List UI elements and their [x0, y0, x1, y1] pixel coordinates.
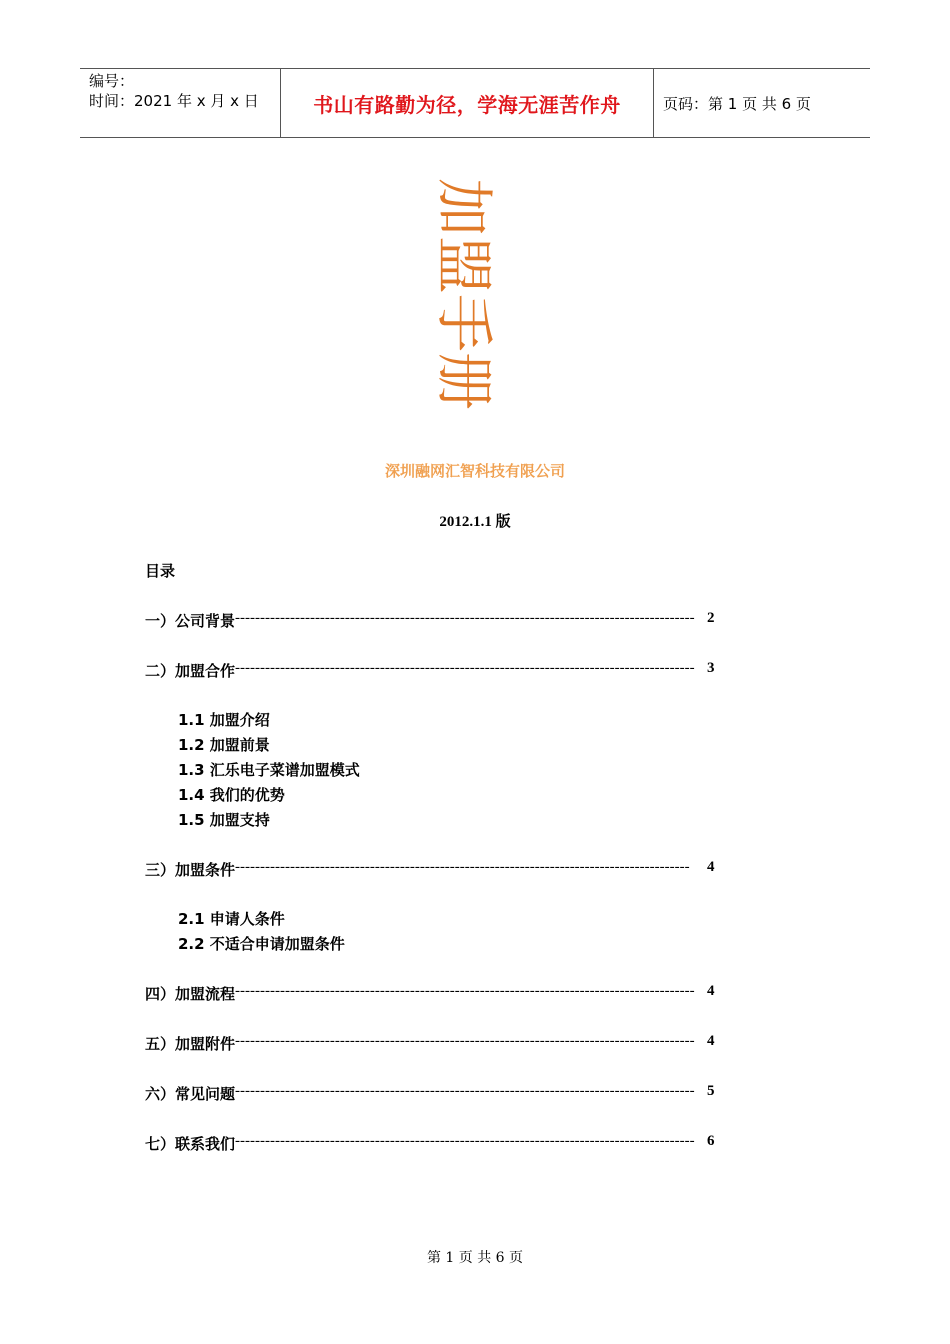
toc-subentry[interactable]: 1.3 汇乐电子菜谱加盟模式	[178, 761, 360, 779]
toc-entry-label: 六）常见问题	[145, 1085, 236, 1103]
toc-leader: --------------------------------------------------------------------------------------------	[235, 1083, 695, 1099]
toc-entry-label: 五）加盟附件	[145, 1035, 236, 1053]
motto-text: 书山有路勤为径，学海无涯苦作舟	[313, 92, 621, 117]
title-char: 盟	[429, 235, 498, 295]
toc-entry-label: 七）联系我们	[145, 1135, 236, 1153]
title-char: 加	[429, 177, 498, 237]
page-info: 页码：第 1 页 共 6 页	[663, 94, 811, 113]
header-page-cell	[654, 69, 870, 137]
toc-page-number: 4	[707, 859, 715, 875]
toc-page-number: 4	[707, 983, 715, 999]
toc-heading: 目录	[145, 562, 176, 580]
page-header	[80, 68, 870, 138]
toc-subentry[interactable]: 1.1 加盟介绍	[178, 711, 270, 729]
toc-subentry[interactable]: 1.5 加盟支持	[178, 811, 270, 829]
number-label: 编号：	[89, 72, 135, 90]
version-label: 2012.1.1 版	[439, 514, 511, 530]
toc-entry-label: 三）加盟条件	[145, 861, 236, 879]
toc-page-number: 2	[707, 610, 715, 626]
header-motto-cell	[281, 69, 654, 137]
toc-entry-label: 四）加盟流程	[145, 985, 236, 1003]
toc-leader: --------------------------------------------------------------------------------------------	[235, 983, 695, 999]
toc-leader: --------------------------------------------------------------------------------------------	[235, 660, 695, 676]
document-title	[429, 177, 498, 411]
toc-page-number: 3	[707, 660, 715, 676]
toc-entry[interactable]	[145, 983, 715, 1004]
toc-leader: -------------------------------------------------------------------------------------------	[235, 859, 690, 875]
toc-page-number: 4	[707, 1033, 715, 1049]
toc-entry[interactable]	[145, 610, 715, 631]
toc-page-number: 6	[707, 1133, 715, 1149]
toc-subentry[interactable]: 2.2 不适合申请加盟条件	[178, 935, 345, 953]
toc-entry[interactable]	[145, 859, 715, 880]
toc-leader: --------------------------------------------------------------------------------------------	[235, 1133, 695, 1149]
toc-entry[interactable]	[145, 660, 715, 681]
time-label: 时间：2021 年 x 月 x 日	[89, 92, 259, 110]
title-char: 册	[429, 351, 498, 411]
toc-entry[interactable]	[145, 1083, 715, 1104]
header-meta	[80, 69, 281, 137]
toc-subentry[interactable]: 1.4 我们的优势	[178, 786, 285, 804]
page-footer: 第 1 页 共 6 页	[426, 1250, 524, 1266]
toc-entry[interactable]	[145, 1033, 715, 1054]
toc-entry-label: 一）公司背景	[145, 612, 236, 630]
toc-page-number: 5	[707, 1083, 715, 1099]
title-char: 手	[429, 293, 498, 353]
toc-subentry[interactable]: 1.2 加盟前景	[178, 736, 270, 754]
toc-subentry[interactable]: 2.1 申请人条件	[178, 910, 285, 928]
toc-entry-label: 二）加盟合作	[145, 662, 236, 680]
toc-entry[interactable]	[145, 1133, 715, 1154]
toc-leader: --------------------------------------------------------------------------------------------	[235, 1033, 695, 1049]
company-name: 深圳融网汇智科技有限公司	[384, 462, 565, 480]
toc-leader: --------------------------------------------------------------------------------------------	[235, 610, 695, 626]
